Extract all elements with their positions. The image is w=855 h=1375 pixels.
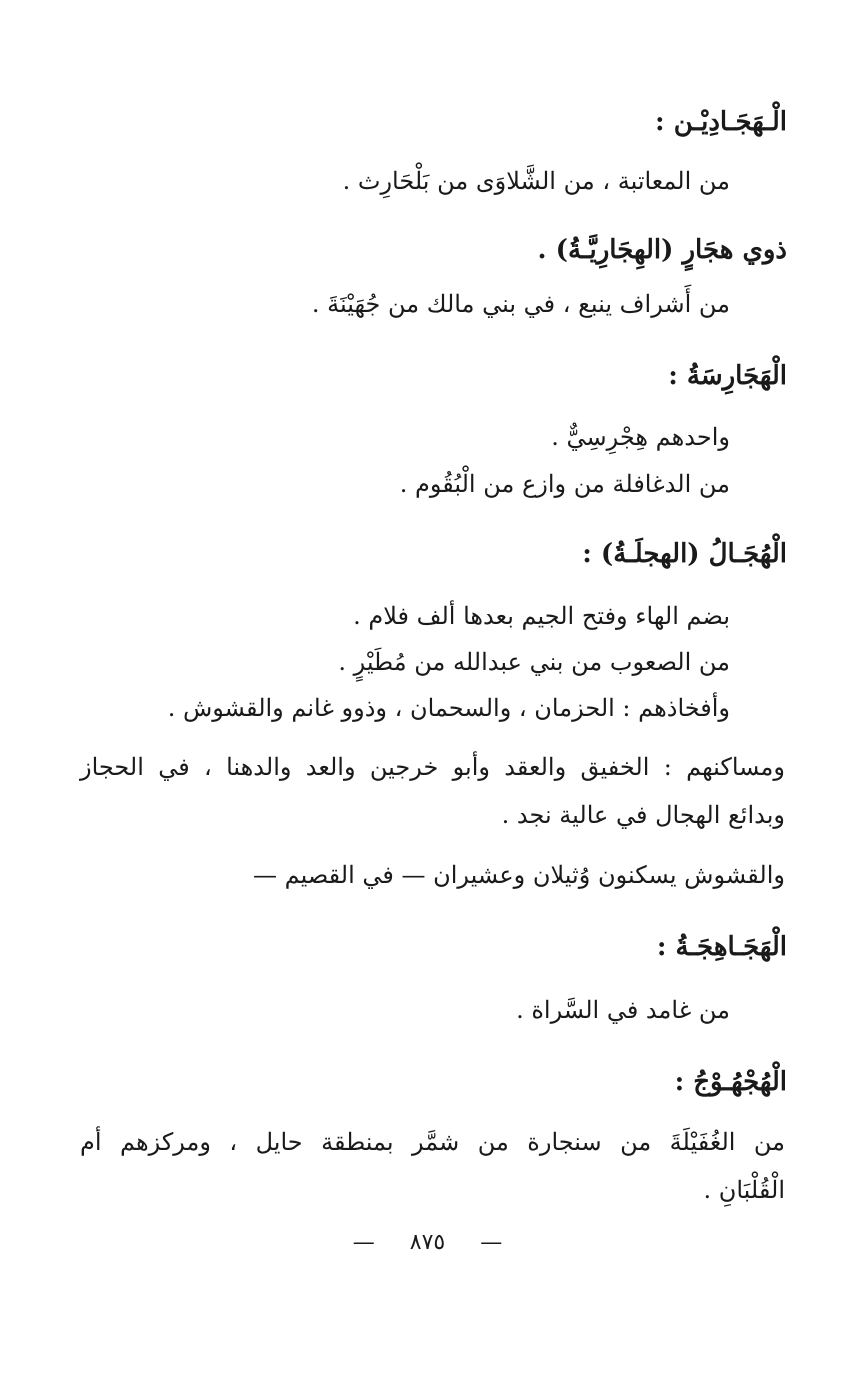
entry-text: والقشوش يسكنون وُثيلان وعشيران — في القصيم —: [252, 861, 785, 889]
entry-text: وأفخاذهم : الحزمان ، والسحمان ، وذوو غانم والقشوش .: [167, 694, 730, 722]
entry-heading: الْهَجَارِسَةُ :: [668, 361, 787, 391]
entry-text: من الدغافلة من وازع من الْبُقُوم .: [399, 470, 730, 498]
entry-text: بضم الهاء وفتح الجيم بعدها ألف فلام .: [353, 602, 730, 630]
entry-text: من الصعوب من بني عبدالله من مُطَيْرٍ .: [338, 648, 730, 676]
entry-text: واحدهم هِجْرِسِيٌّ .: [551, 423, 730, 451]
entry-heading: الْـهَجَـادِيْـن :: [655, 107, 787, 137]
entry-text: من الغُفَيْلَةَ من سنجارة من شمَّر بمنطقة حايل ، ومركزهم أم: [80, 1128, 785, 1156]
page-number: [0, 1230, 855, 1255]
folio-dash-left: —: [352, 1230, 375, 1255]
folio-dash-right: —: [480, 1230, 503, 1255]
page-number-value: ٨٧٥: [409, 1230, 446, 1255]
entry-text: من المعاتبة ، من الشَّلاوَى من بَلْحَارِث .: [342, 167, 730, 195]
entry-heading: الْهَجَـاهِجَـةُ :: [656, 932, 787, 962]
entry-text: من غامد في السَّراة .: [516, 996, 730, 1024]
entry-text: الْقُلْبَانِ .: [703, 1176, 785, 1204]
entry-text: ومساكنهم : الخفيق والعقد وأبو خرجين والعد والدهنا ، في الحجاز: [80, 753, 785, 781]
entry-heading: الْهُجْهُـوْجُ :: [674, 1067, 787, 1097]
entry-heading: ذوي هجَارٍ (الهِجَارِيَّـةُ) .: [537, 235, 787, 265]
entry-heading: الْهُجَـالُ (الهجلَـةُ) :: [582, 539, 787, 569]
entry-text: من أَشراف ينبع ، في بني مالك من جُهَيْنَةَ .: [311, 290, 730, 318]
entry-text: وبدائع الهجال في عالية نجد .: [501, 801, 785, 829]
